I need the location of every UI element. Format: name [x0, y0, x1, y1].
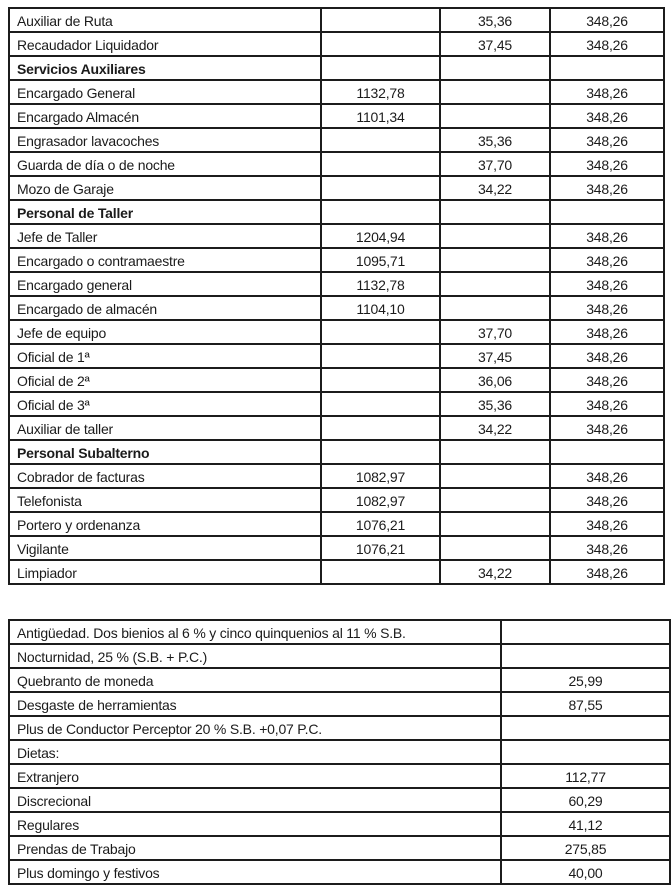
monthly-salary-cell: [321, 344, 440, 368]
plus-convenio-cell: 348,26: [550, 8, 664, 32]
daily-wage-cell: 37,70: [440, 152, 550, 176]
monthly-salary-cell: 1082,97: [321, 488, 440, 512]
plus-convenio-cell: 348,26: [550, 248, 664, 272]
category-cell: Guarda de día o de noche: [9, 152, 321, 176]
plus-convenio-cell: 348,26: [550, 272, 664, 296]
category-cell: Engrasador lavacoches: [9, 128, 321, 152]
category-cell: Oficial de 3ª: [9, 392, 321, 416]
salary-row: [9, 368, 664, 392]
allowance-concept-cell: Nocturnidad, 25 % (S.B. + P.C.): [9, 644, 501, 668]
monthly-salary-cell: [321, 152, 440, 176]
salary-row: [9, 152, 664, 176]
allowance-concept-cell: Antigüedad. Dos bienios al 6 % y cinco quinquenios al 11 % S.B.: [9, 620, 501, 644]
allowance-amount-cell: 60,29: [501, 788, 670, 812]
allowance-row: [9, 764, 670, 788]
daily-wage-cell: 35,36: [440, 8, 550, 32]
category-cell: Personal Subalterno: [9, 440, 321, 464]
salary-row: [9, 56, 664, 80]
daily-wage-cell: [440, 464, 550, 488]
salary-row: [9, 344, 664, 368]
salary-row: [9, 464, 664, 488]
monthly-salary-cell: [321, 32, 440, 56]
monthly-salary-cell: 1076,21: [321, 536, 440, 560]
category-cell: Recaudador Liquidador: [9, 32, 321, 56]
category-cell: Encargado Almacén: [9, 104, 321, 128]
salary-row: [9, 560, 664, 584]
allowance-amount-cell: 87,55: [501, 692, 670, 716]
monthly-salary-cell: [321, 440, 440, 464]
plus-convenio-cell: 348,26: [550, 368, 664, 392]
daily-wage-cell: [440, 296, 550, 320]
allowance-amount-cell: [501, 644, 670, 668]
allowance-concept-cell: Dietas:: [9, 740, 501, 764]
category-cell: Oficial de 2ª: [9, 368, 321, 392]
allowance-amount-cell: 40,00: [501, 860, 670, 884]
salary-row: [9, 536, 664, 560]
salary-row: [9, 272, 664, 296]
plus-convenio-cell: 348,26: [550, 128, 664, 152]
plus-convenio-cell: 348,26: [550, 536, 664, 560]
plus-convenio-cell: 348,26: [550, 416, 664, 440]
allowance-row: [9, 788, 670, 812]
allowance-amount-cell: [501, 620, 670, 644]
plus-convenio-cell: 348,26: [550, 80, 664, 104]
category-cell: Auxiliar de Ruta: [9, 8, 321, 32]
salary-row: [9, 32, 664, 56]
salary-row: [9, 296, 664, 320]
allowance-row: [9, 644, 670, 668]
daily-wage-cell: [440, 488, 550, 512]
plus-convenio-cell: 348,26: [550, 32, 664, 56]
daily-wage-cell: [440, 224, 550, 248]
plus-convenio-cell: 348,26: [550, 104, 664, 128]
category-cell: Encargado de almacén: [9, 296, 321, 320]
daily-wage-cell: 37,70: [440, 320, 550, 344]
allowance-row: [9, 668, 670, 692]
allowance-concept-cell: Extranjero: [9, 764, 501, 788]
salary-row: [9, 128, 664, 152]
monthly-salary-cell: 1104,10: [321, 296, 440, 320]
allowances-table: [8, 619, 671, 885]
monthly-salary-cell: 1132,78: [321, 272, 440, 296]
allowance-amount-cell: 112,77: [501, 764, 670, 788]
monthly-salary-cell: [321, 128, 440, 152]
monthly-salary-cell: [321, 368, 440, 392]
category-cell: Oficial de 1ª: [9, 344, 321, 368]
allowance-row: [9, 860, 670, 884]
daily-wage-cell: 34,22: [440, 176, 550, 200]
daily-wage-cell: [440, 272, 550, 296]
salary-row: [9, 320, 664, 344]
plus-convenio-cell: 348,26: [550, 152, 664, 176]
salary-row: [9, 104, 664, 128]
category-cell: Encargado General: [9, 80, 321, 104]
monthly-salary-cell: [321, 56, 440, 80]
allowance-amount-cell: 25,99: [501, 668, 670, 692]
plus-convenio-cell: 348,26: [550, 320, 664, 344]
allowance-concept-cell: Regulares: [9, 812, 501, 836]
plus-convenio-cell: 348,26: [550, 488, 664, 512]
plus-convenio-cell: [550, 56, 664, 80]
allowance-concept-cell: Prendas de Trabajo: [9, 836, 501, 860]
category-cell: Telefonista: [9, 488, 321, 512]
monthly-salary-cell: 1132,78: [321, 80, 440, 104]
category-cell: Mozo de Garaje: [9, 176, 321, 200]
monthly-salary-cell: 1082,97: [321, 464, 440, 488]
monthly-salary-cell: [321, 320, 440, 344]
daily-wage-cell: [440, 536, 550, 560]
monthly-salary-cell: [321, 200, 440, 224]
allowance-row: [9, 740, 670, 764]
daily-wage-cell: 37,45: [440, 32, 550, 56]
plus-convenio-cell: 348,26: [550, 392, 664, 416]
salary-row: [9, 200, 664, 224]
plus-convenio-cell: [550, 440, 664, 464]
monthly-salary-cell: [321, 176, 440, 200]
category-cell: Limpiador: [9, 560, 321, 584]
daily-wage-cell: [440, 104, 550, 128]
monthly-salary-cell: 1204,94: [321, 224, 440, 248]
allowance-concept-cell: Plus domingo y festivos: [9, 860, 501, 884]
salary-row: [9, 488, 664, 512]
salary-row: [9, 440, 664, 464]
salary-table-body: [9, 8, 664, 584]
daily-wage-cell: 35,36: [440, 392, 550, 416]
plus-convenio-cell: 348,26: [550, 560, 664, 584]
plus-convenio-cell: 348,26: [550, 176, 664, 200]
monthly-salary-cell: 1076,21: [321, 512, 440, 536]
daily-wage-cell: [440, 512, 550, 536]
category-cell: Portero y ordenanza: [9, 512, 321, 536]
monthly-salary-cell: 1095,71: [321, 248, 440, 272]
monthly-salary-cell: [321, 560, 440, 584]
category-cell: Jefe de equipo: [9, 320, 321, 344]
category-cell: Auxiliar de taller: [9, 416, 321, 440]
daily-wage-cell: [440, 200, 550, 224]
monthly-salary-cell: [321, 416, 440, 440]
plus-convenio-cell: 348,26: [550, 224, 664, 248]
monthly-salary-cell: 1101,34: [321, 104, 440, 128]
allowance-amount-cell: [501, 716, 670, 740]
salary-row: [9, 176, 664, 200]
allowance-row: [9, 692, 670, 716]
plus-convenio-cell: [550, 200, 664, 224]
allowance-row: [9, 812, 670, 836]
plus-convenio-cell: 348,26: [550, 464, 664, 488]
allowance-concept-cell: Quebranto de moneda: [9, 668, 501, 692]
category-cell: Vigilante: [9, 536, 321, 560]
daily-wage-cell: [440, 248, 550, 272]
allowance-amount-cell: [501, 740, 670, 764]
daily-wage-cell: 36,06: [440, 368, 550, 392]
allowance-amount-cell: 275,85: [501, 836, 670, 860]
category-cell: Personal de Taller: [9, 200, 321, 224]
allowance-amount-cell: 41,12: [501, 812, 670, 836]
category-cell: Encargado general: [9, 272, 321, 296]
category-cell: Cobrador de facturas: [9, 464, 321, 488]
plus-convenio-cell: 348,26: [550, 512, 664, 536]
daily-wage-cell: 34,22: [440, 416, 550, 440]
salary-row: [9, 8, 664, 32]
allowance-concept-cell: Desgaste de herramientas: [9, 692, 501, 716]
salary-row: [9, 392, 664, 416]
daily-wage-cell: [440, 80, 550, 104]
salary-row: [9, 224, 664, 248]
allowance-row: [9, 620, 670, 644]
category-cell: Servicios Auxiliares: [9, 56, 321, 80]
daily-wage-cell: [440, 440, 550, 464]
salary-row: [9, 248, 664, 272]
allowance-row: [9, 836, 670, 860]
monthly-salary-cell: [321, 8, 440, 32]
category-cell: Encargado o contramaestre: [9, 248, 321, 272]
daily-wage-cell: [440, 56, 550, 80]
allowance-concept-cell: Plus de Conductor Perceptor 20 % S.B. +0,07 P.C.: [9, 716, 501, 740]
category-cell: Jefe de Taller: [9, 224, 321, 248]
salary-table: [8, 7, 665, 585]
daily-wage-cell: 34,22: [440, 560, 550, 584]
daily-wage-cell: 37,45: [440, 344, 550, 368]
plus-convenio-cell: 348,26: [550, 344, 664, 368]
allowance-concept-cell: Discrecional: [9, 788, 501, 812]
salary-row: [9, 416, 664, 440]
monthly-salary-cell: [321, 392, 440, 416]
allowance-row: [9, 716, 670, 740]
allowances-table-body: [9, 620, 670, 884]
salary-row: [9, 512, 664, 536]
plus-convenio-cell: 348,26: [550, 296, 664, 320]
daily-wage-cell: 35,36: [440, 128, 550, 152]
salary-row: [9, 80, 664, 104]
